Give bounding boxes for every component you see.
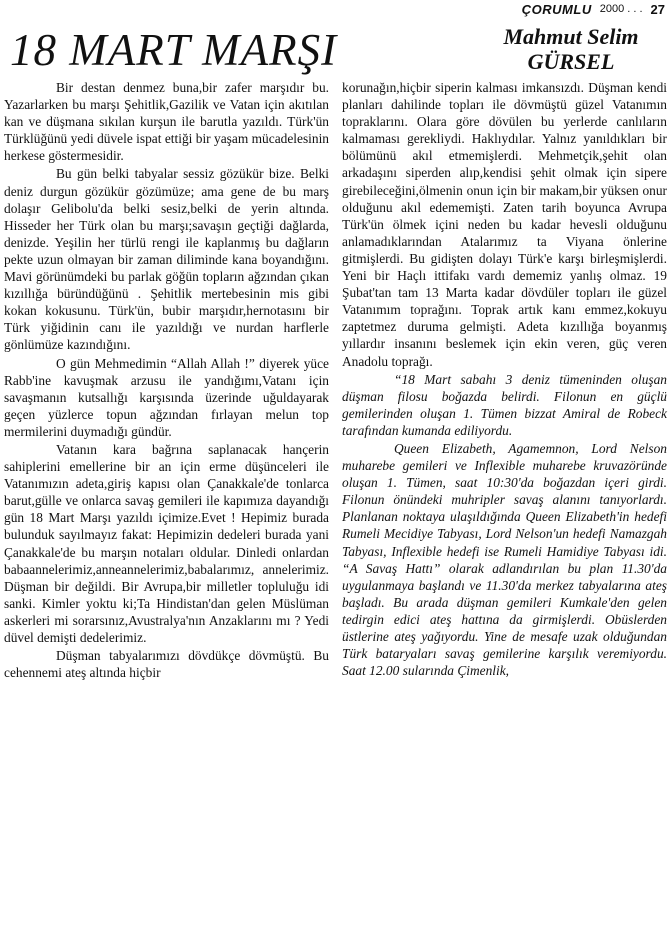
paragraph: O gün Mehmedimin “Allah Allah !” diyerek yüce Rabb'ine kavuşmak arzusu ile yandığımı,Vatanı için savaşmanın kutsallığı karşısında üzerinde uğuldayarak geçen yüzlerce topun ağzından fırlayan melun top mermilerini duymadığı gündür. xyxy=(4,355,329,439)
page-header xyxy=(522,0,665,18)
quote-paragraph: “18 Mart sabahı 3 deniz tümeninden oluşan düşman filosu boğazda belirdi. Filonun en güçlü gemilerinden oluşan 1. Tümen bizzat Amiral de Robeck tarafından kumanda ediliyordu. xyxy=(342,371,667,438)
paragraph: Bir destan denmez buna,bir zafer marşıdır bu. Yazarlarken bu marşı Şehitlik,Gazilik ve Vatan için akıtılan kan ve düşmana sıkılan kurşun ile barutla yazıldı. Türk'ün Türklüğünü yedi düvele ispat ettiği bir yaşam mücadelesinin herkese göstermesidir. xyxy=(4,80,329,164)
quote-paragraph: Queen Elizabeth, Agamemnon, Lord Nelson muharebe gemileri ve Inflexible muharebe kruvazöründe oluşan 1. Tümen, saat 10:30'da boğazdan içeri girdi. Filonun önündeki muhripler savaş alanını tanıyorlardı. Planlanan noktaya ulaşıldığında Queen Elizabeth'in hedefi Rumeli Mecidiye Tabyası, Lord Nelson'un hedefi Namazgah Tabyası, Inflexible hedefi ise Rumeli Hamidiye Tabyası idi. “A Savaş Hattı” olarak adlandırılan bu plan 11.30'da uygulanmaya başlandı ve 11.30'da merkez tabyalarına ateş başladı. Bu arada düşman gemileri Kumkale'den gelen tedirgin edici ateş hattına da girmişlerdi. Obüslerden üstlerine ateş yağıyordu. Yine de mesafe uzak olduğundan Türk bataryaları savaş gemilerine karşılık veremiyordu. Saat 12.00 sularında Çimenlik, xyxy=(342,440,667,679)
paragraph: Vatanın kara bağrına saplanacak hançerin sahiplerini emellerine bir an için erme düşünceleri ile Vatanımızın adeta,giriş kapısı olan Çanakkale'de tonlarca barut,gülle ve onlarca savaş gemileri ile kapımıza dayandığı gün 18 Mart Marşı yazıldı içimize.Evet ! Hepimiz burada bulunduk sayılmayız fakat: Hepimizin dedeleri burada yani Çanakkale'de bu marşın notaları oldular. Dinledi onlardan babaannelerimiz,anneannelerimiz,babalarımız, annelerimiz. Düşman bir değildi. Bir Avrupa,bir milletler topluluğu idi sanki. Kimler yoktu ki;Ta Hindistan'dan gelen Müslüman askerleri mi sorarsınız,Avustralya'nın Anzaklarını mı ? Yedi düvel demişti dedelerimiz. xyxy=(4,441,329,645)
paragraph: Bu gün belki tabyalar sessiz gözükür bize. Belki deniz durgun gözükür gözümüze; ama gene de bu marş dolaşır Gelibolu'da belki sesiz,belki de yerin altında. Hisseder her Türk olan bu marşı;savaşın geçtiği dağlarda, denizde. Yeşilin her türlü rengi ile kaplanmış bu dağların pekte uzun olmayan bir zaman diliminde kana boyandığını. Mavi görünümdeki bu parlak göğün topların ağzından çıkan kızıllığa büründüğünü . Şehitlik mertebesinin mis gibi kokan kokusunu. Türk'ün, bubir marşıdır,hernotasını bir Türk yiğidinin canı ile yazıldığı ve nurdan harflerle gönlümüze kazındığını. xyxy=(4,166,329,353)
left-text-column xyxy=(4,79,329,681)
author-byline xyxy=(486,24,656,74)
paragraph: korunağın,hiçbir siperin kalması imkansızdı. Düşman kendi planları dahilinde topları ile dövmüştü güzel Vatanımın topraklarını. Olara göre dövülen bu yerlerde canlıların kalmaması gerekliydi. Haklıydılar. Yalnız yanıldıkları bir bölümünü akıl etmemişlerdi. Mehmetçik,şehit olan arkadaşını siperden alıp,kendisi şehit olmak için sipere girebileceğini,ölmenin onun için bir makam,bir yüksen onur olduğunu akıl edememişti. Zaten tarih boyunca Avrupa Türk'ün ölmek içini neden bu kadar hevesli olduğunu anlamadıklarından Atalarımız ta Viyana önlerine gitmişlerdi. Bu gidişten dolayı Türk'e karşı birleşmişlerdi. Yeni bir Haçlı ittifakı vardı dememiz yanlış olmaz. 19 Şubat'tan tam 13 Marta kadar dövdüler topları ile güzel Vatanımım toprağını. Toprak artık kanı emmez,kokuyu zaptetmez duruma gelmişti. Adeta kızıllığa boyanmış yıllardır insanını beslemek için ekin veren, güç veren Anadolu toprağı. xyxy=(342,80,667,369)
paragraph: Düşman tabyalarımızı dövdükçe dövmüştü. Bu cehennemi ateş altında hiçbir xyxy=(4,648,329,681)
magazine-brand: ÇORUMLU xyxy=(521,1,592,17)
issue-date: 2000 . . . xyxy=(599,3,643,15)
author-name: Mahmut Selim xyxy=(503,24,639,49)
page-number: 27 xyxy=(650,1,665,17)
author-surname: GÜRSEL xyxy=(527,49,615,74)
article-title: 18 MART MARŞI xyxy=(10,25,338,75)
right-text-column xyxy=(342,79,667,679)
